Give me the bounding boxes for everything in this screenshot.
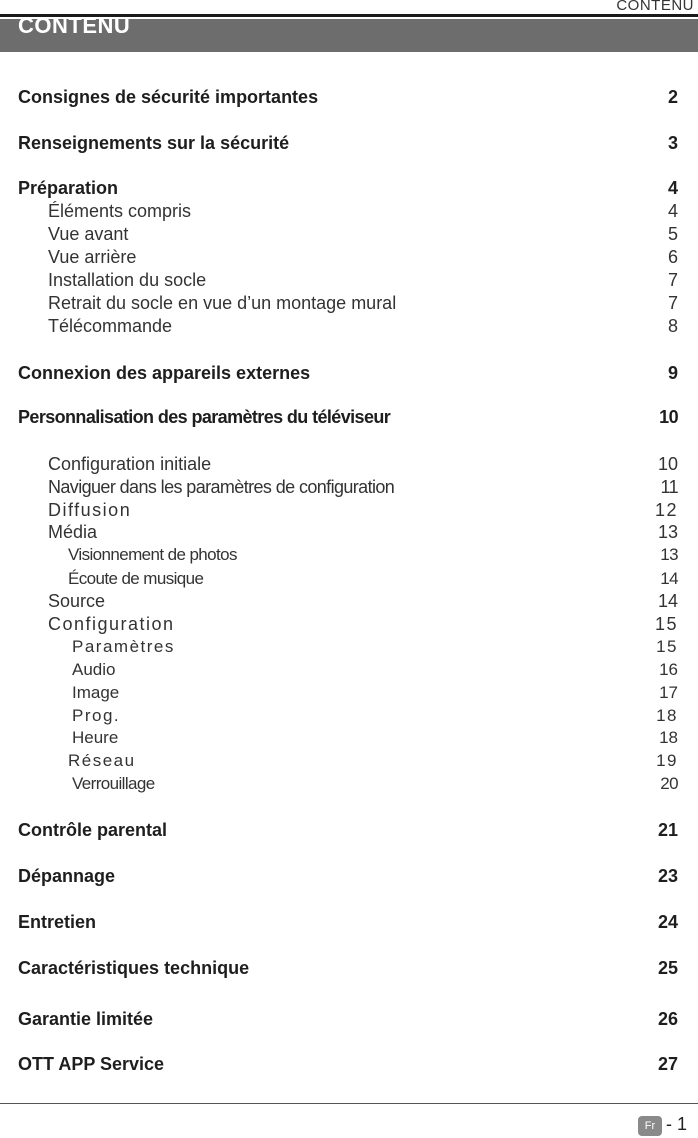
toc-entry[interactable] — [0, 956, 698, 980]
toc-entry-label: Image — [72, 683, 120, 702]
toc-entry[interactable] — [0, 681, 698, 705]
toc-entry-page: 11 — [660, 477, 678, 497]
toc-entry-label: Visionnement de photos — [68, 545, 237, 564]
toc-entry[interactable] — [0, 589, 698, 613]
toc-entry-label: Diffusion — [48, 500, 132, 520]
toc-entry[interactable] — [0, 199, 698, 223]
toc-entry-label: Retrait du socle en vue d’un montage mural — [48, 293, 397, 313]
toc-entry[interactable] — [0, 704, 698, 728]
toc-entry-page: 16 — [659, 660, 678, 679]
toc-entry-label: Prog. — [72, 706, 121, 725]
toc-entry[interactable] — [0, 475, 698, 499]
toc-entry-page: 23 — [657, 866, 678, 886]
toc-entry-page: 15 — [654, 614, 678, 634]
toc-entry-page: 25 — [657, 958, 678, 978]
toc-entry[interactable] — [0, 452, 698, 476]
toc-entry-page: 7 — [667, 293, 678, 313]
toc-entry-label: Média — [48, 522, 98, 542]
toc-entry[interactable] — [0, 864, 698, 888]
toc-entry-page: 27 — [657, 1054, 678, 1074]
page-number: - 1 — [666, 1114, 688, 1134]
toc-entry-label: Source — [48, 591, 106, 611]
toc-entry-label: Caractéristiques technique — [18, 958, 250, 978]
toc-entry[interactable] — [0, 176, 698, 200]
toc-entry[interactable] — [0, 658, 698, 682]
toc-entry-page: 24 — [657, 912, 678, 932]
toc-entry-page: 10 — [659, 407, 678, 427]
toc-entry-page: 13 — [660, 545, 678, 564]
toc-entry-label: Dépannage — [18, 866, 116, 886]
toc-entry-label: Entretien — [18, 912, 97, 932]
toc-entry-label: Consignes de sécurité importantes — [18, 87, 319, 107]
toc-entry-label: Préparation — [18, 178, 119, 198]
toc-entry[interactable] — [0, 1007, 698, 1031]
toc-entry-label: Renseignements sur la sécurité — [18, 133, 290, 153]
toc-entry-page: 18 — [656, 706, 678, 725]
toc-entry-label: Naviguer dans les paramètres de configuration — [48, 477, 395, 497]
toc-entry-label: Paramètres — [72, 637, 175, 656]
toc-entry[interactable] — [0, 222, 698, 246]
toc-entry-page: 9 — [667, 363, 678, 383]
page-title: CONTENU — [18, 13, 131, 38]
toc-entry-page: 13 — [657, 522, 678, 542]
toc-entry-label: Éléments compris — [48, 201, 192, 221]
toc-entry-label: OTT APP Service — [18, 1054, 165, 1074]
toc-entry-label: Télécommande — [48, 316, 173, 336]
toc-entry[interactable] — [0, 520, 698, 544]
toc-entry-label: Configuration — [48, 614, 175, 634]
toc-entry[interactable] — [0, 612, 698, 636]
toc-entry[interactable] — [0, 543, 698, 567]
toc-entry-label: Écoute de musique — [68, 569, 204, 588]
toc-entry-page: 14 — [660, 569, 678, 588]
toc-entry[interactable] — [0, 910, 698, 934]
toc-entry[interactable] — [0, 498, 698, 522]
toc-entry[interactable] — [0, 1052, 698, 1076]
toc-entry-page: 15 — [656, 637, 678, 656]
toc-entry-page: 6 — [667, 247, 678, 267]
toc-entry-label: Installation du socle — [48, 270, 207, 290]
toc-entry[interactable] — [0, 314, 698, 338]
toc-entry-page: 8 — [667, 316, 678, 336]
toc-entry[interactable] — [0, 772, 698, 796]
header-corner-label: CONTENU — [616, 0, 694, 14]
toc-entry-page: 5 — [667, 224, 678, 244]
toc-entry-page: 12 — [654, 500, 678, 520]
toc-entry[interactable] — [0, 567, 698, 591]
toc-entry-page: 17 — [659, 683, 678, 702]
toc-entry-label: Réseau — [68, 751, 136, 770]
toc-entry-label: Vue arrière — [48, 247, 137, 267]
toc-entry[interactable] — [0, 726, 698, 750]
toc-entry[interactable] — [0, 361, 698, 385]
toc-entry-page: 2 — [667, 87, 678, 107]
toc-entry-page: 19 — [656, 751, 678, 770]
toc-entry-page: 4 — [667, 201, 678, 221]
toc-entry-label: Configuration initiale — [48, 454, 212, 474]
toc-entry-page: 14 — [657, 591, 678, 611]
toc-entry[interactable] — [0, 131, 698, 155]
language-badge: Fr — [638, 1116, 662, 1136]
toc-entry-page: 21 — [657, 820, 678, 840]
toc-entry-page: 7 — [667, 270, 678, 290]
toc-entry[interactable] — [0, 635, 698, 659]
toc-entry-page: 3 — [667, 133, 678, 153]
toc-entry-label: Audio — [72, 660, 116, 679]
toc-entry-label: Personnalisation des paramètres du téléviseur — [18, 407, 391, 427]
toc-entry-page: 18 — [659, 728, 678, 747]
toc-entry-label: Garantie limitée — [18, 1009, 154, 1029]
toc-entry[interactable] — [0, 405, 698, 429]
toc-entry-label: Connexion des appareils externes — [18, 363, 311, 383]
toc-entry[interactable] — [0, 818, 698, 842]
toc-entry-label: Vue avant — [48, 224, 129, 244]
toc-entry[interactable] — [0, 749, 698, 773]
toc-entry[interactable] — [0, 291, 698, 315]
toc-entry-label: Heure — [72, 728, 119, 747]
toc-entry[interactable] — [0, 245, 698, 269]
toc-entry-page: 26 — [657, 1009, 678, 1029]
toc-entry-label: Verrouillage — [72, 774, 155, 793]
toc-entry-label: Contrôle parental — [18, 820, 168, 840]
footer-rule — [0, 1103, 698, 1104]
toc-entry-page: 10 — [657, 454, 678, 474]
toc-entry-page: 20 — [660, 774, 678, 793]
toc-entry[interactable] — [0, 85, 698, 109]
toc-entry[interactable] — [0, 268, 698, 292]
toc-entry-page: 4 — [667, 178, 678, 198]
